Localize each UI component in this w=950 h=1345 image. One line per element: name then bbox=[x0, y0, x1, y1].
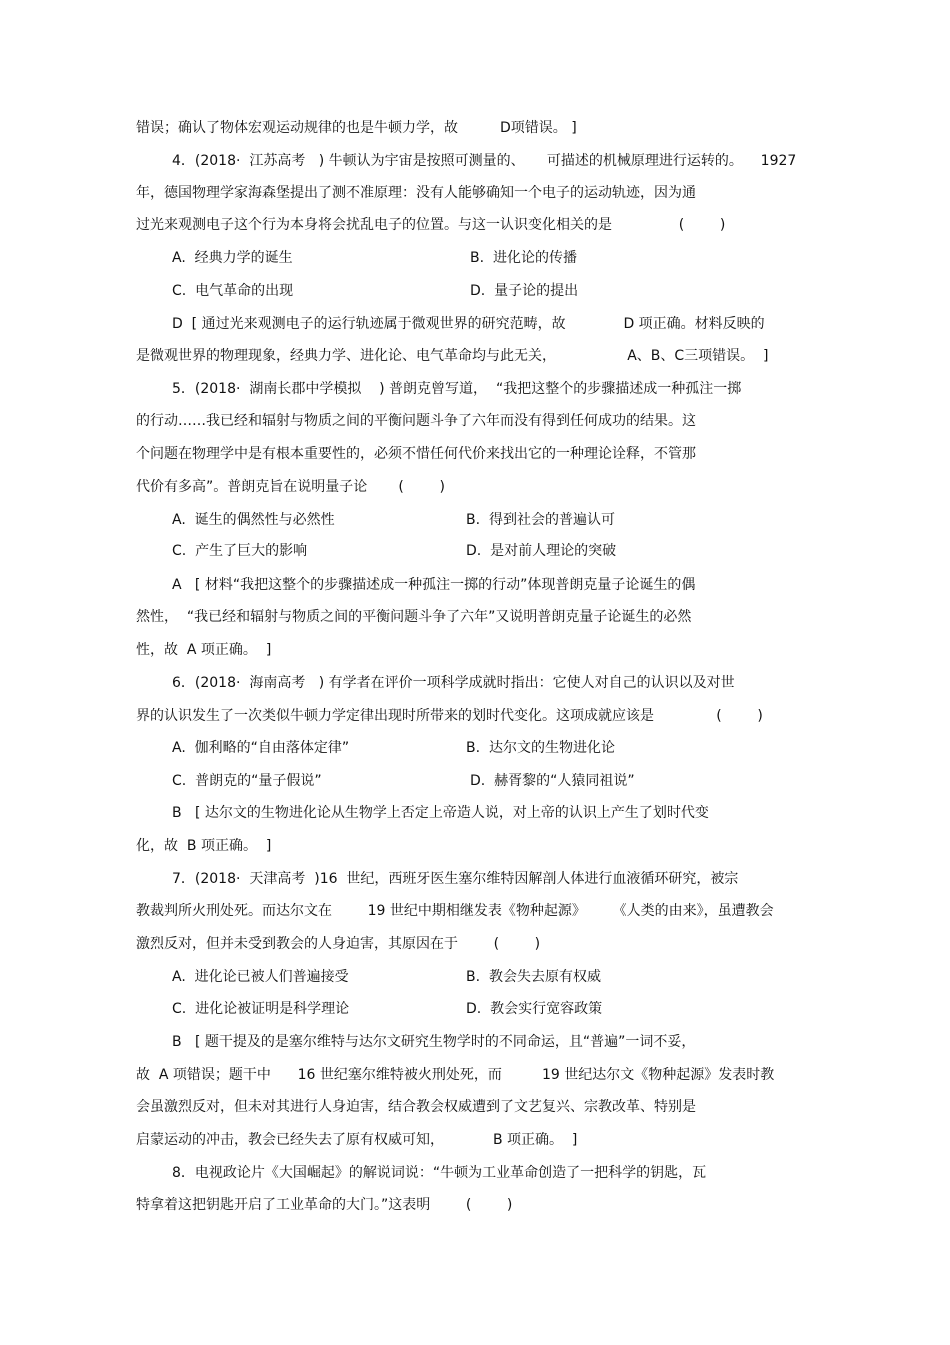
question-7-option-a: A. 进化论已被人们普遍接受 bbox=[172, 969, 349, 985]
answer-6-explanation: B [ 达尔文的生物进化论从生物学上否定上帝造人说，对上帝的认识上产生了划时代变 bbox=[172, 805, 709, 821]
question-5-stem: 代价有多高”。普朗克旨在说明量子论 ( ) bbox=[136, 479, 445, 495]
question-7-stem: 激烈反对，但并未受到教会的人身迫害，其原因在于 ( ) bbox=[136, 936, 541, 952]
question-5-option-a: A. 诞生的偶然性与必然性 bbox=[172, 512, 335, 528]
question-4-option-d: D. 量子论的提出 bbox=[470, 283, 579, 299]
answer-7-explanation: B [ 题干提及的是塞尔维特与达尔文研究生物学时的不同命运，且“普遍”一词不妥， bbox=[172, 1034, 696, 1050]
answer-5-explanation: A [ 材料“我把这整个的步骤描述成一种孤注一掷的行动”体现普朗克量子论诞生的偶 bbox=[172, 577, 696, 593]
question-6-option-c: C. 普朗克的“量子假说” bbox=[172, 773, 322, 789]
question-6-stem: 6．(2018· 海南高考 ) 有学者在评价一项科学成就时指出：它使人对自己的认识以及对世 bbox=[172, 675, 735, 691]
question-6-option-d: D. 赫胥黎的“人猿同祖说” bbox=[470, 773, 635, 789]
answer-4-explanation: 是微观世界的物理现象，经典力学、进化论、电气革命均与此无关， A、B、C三项错误。 ] bbox=[136, 348, 769, 364]
question-7-stem: 教裁判所火刑处死。而达尔文在 19 世纪中期相继发表《物种起源》 《人类的由来》，虽遭教会 bbox=[136, 903, 774, 919]
question-5-stem: 个问题在物理学中是有根本重要性的，必须不惜任何代价来找出它的一种理论诠释，不管那 bbox=[136, 446, 696, 462]
question-7-option-c: C. 进化论被证明是科学理论 bbox=[172, 1001, 350, 1017]
question-5-stem: 5．(2018· 湖南长郡中学模拟 ) 普朗克曾写道， “我把这整个的步骤描述成一种孤注一掷 bbox=[172, 381, 742, 397]
question-8-stem: 8．电视政论片《大国崛起》的解说词说：“牛顿为工业革命创造了一把科学的钥匙，瓦 bbox=[172, 1165, 707, 1181]
question-4-stem: 过光来观测电子这个行为本身将会扰乱电子的位置。与这一认识变化相关的是 ( ) bbox=[136, 217, 726, 233]
question-6-option-b: B. 达尔文的生物进化论 bbox=[466, 740, 615, 756]
question-5-option-c: C. 产生了巨大的影响 bbox=[172, 543, 308, 559]
question-4-stem: 4．(2018· 江苏高考 ) 牛顿认为宇宙是按照可测量的、 可描述的机械原理进行运转的。 1927 bbox=[172, 153, 797, 169]
question-6-stem: 界的认识发生了一次类似牛顿力学定律出现时所带来的划时代变化。这项成就应该是 ( ) bbox=[136, 708, 763, 724]
question-5-option-b: B. 得到社会的普遍认可 bbox=[466, 512, 615, 528]
answer-7-explanation: 故 A 项错误；题干中 16 世纪塞尔维特被火刑处死，而 19 世纪达尔文《物种起源》发表时教 bbox=[136, 1067, 775, 1083]
question-4-option-a: A. 经典力学的诞生 bbox=[172, 250, 293, 266]
question-8-stem: 特拿着这把钥匙开启了工业革命的大门。”这表明 ( ) bbox=[136, 1197, 513, 1213]
question-7-option-d: D. 教会实行宽容政策 bbox=[466, 1001, 603, 1017]
question-4-option-c: C. 电气革命的出现 bbox=[172, 283, 294, 299]
answer-4-explanation: D [ 通过光来观测电子的运行轨迹属于微观世界的研究范畴，故 D 项正确。材料反映的 bbox=[172, 316, 765, 332]
answer-7-explanation: 会虽激烈反对，但未对其进行人身迫害，结合教会权威遭到了文艺复兴、宗教改革、特别是 bbox=[136, 1099, 696, 1115]
answer-6-explanation: 化，故 B 项正确。 ] bbox=[136, 838, 272, 854]
question-7-stem: 7．(2018· 天津高考 )16 世纪，西班牙医生塞尔维特因解剖人体进行血液循环研究，被宗 bbox=[172, 871, 739, 887]
question-5-stem: 的行动……我已经和辐射与物质之间的平衡问题斗争了六年而没有得到任何成功的结果。这 bbox=[136, 413, 696, 429]
text-line: 错误；确认了物体宏观运动规律的也是牛顿力学，故 D项错误。 ] bbox=[136, 120, 577, 136]
question-4-option-b: B. 进化论的传播 bbox=[470, 250, 577, 266]
question-7-option-b: B. 教会失去原有权威 bbox=[466, 969, 601, 985]
question-6-option-a: A. 伽利略的“自由落体定律” bbox=[172, 740, 350, 756]
question-5-option-d: D. 是对前人理论的突破 bbox=[466, 543, 617, 559]
answer-5-explanation: 性，故 A 项正确。 ] bbox=[136, 642, 272, 658]
answer-5-explanation: 然性， “我已经和辐射与物质之间的平衡问题斗争了六年”又说明普朗克量子论诞生的必然 bbox=[136, 609, 692, 625]
answer-7-explanation: 启蒙运动的冲击，教会已经失去了原有权威可知， B 项正确。 ] bbox=[136, 1132, 578, 1148]
question-4-stem: 年，德国物理学家海森堡提出了测不准原理：没有人能够确知一个电子的运动轨迹，因为通 bbox=[136, 185, 696, 201]
